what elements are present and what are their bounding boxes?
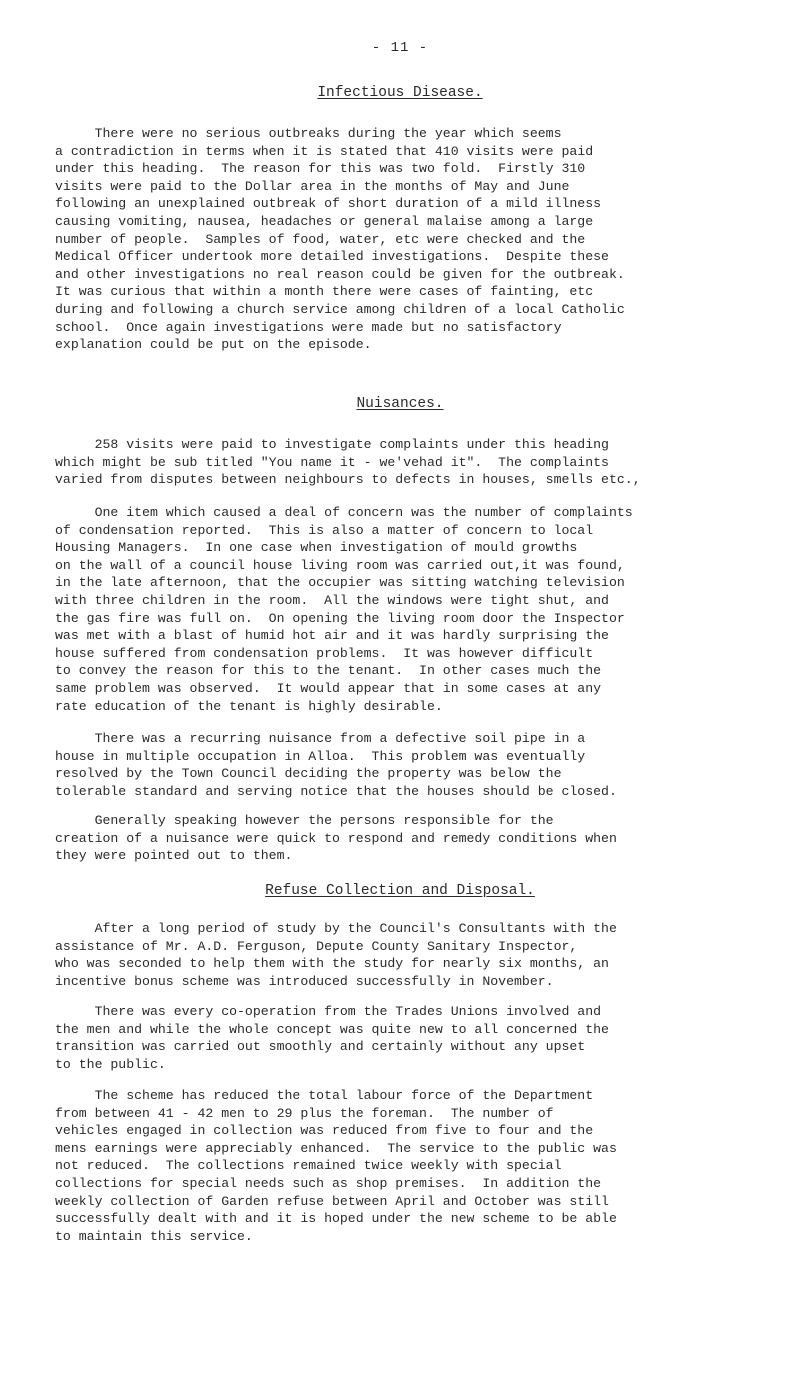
paragraph-infectious-disease: There were no serious outbreaks during the year which seems a contradiction in terms when it is stated that 410 visits were paid under this heading. The reason for this was two fold. Firstly 310 visits were paid to the Dollar area in the months of May and June following an unexplained outbreak of short duration of a mild illness causing vomiting, nausea, headaches or general malaise among a large number of people. Samples of food, water, etc were checked and the Medical Officer undertook more detailed investigations. Despite these and other investigations no real reason could be given for the outbreak. It was curious that within a month there were cases of fainting, etc during and following a church service among children of a local Catholic school. Once again investigations were made but no satisfactory explanation could be put on the episode. (55, 126, 625, 353)
paragraph-condensation: One item which caused a deal of concern was the number of complaints of condensation reported. This is also a matter of concern to local Housing Managers. In one case when investigation of mould growths on the wall of a council house living room was carried out,it was found, in the late afternoon, that the occupier was sitting watching television with three children in the room. All the windows were tight shut, and the gas fire was full on. On opening the living room door the Inspector was met with a blast of humid hot air and it was hardly surprising the house suffered from condensation problems. It was however difficult to convey the reason for this to the tenant. In other cases much the same problem was observed. It would appear that in some cases at any rate education of the tenant is highly desirable. (55, 505, 633, 714)
paragraph-soil-pipe: There was a recurring nuisance from a defective soil pipe in a house in multiple occupation in Alloa. This problem was eventually resolved by the Town Council deciding the property was below the tolerable standard and serving notice that the houses should be closed. (55, 731, 617, 799)
paragraph-generally: Generally speaking however the persons responsible for the creation of a nuisance were quick to respond and remedy conditions when they were pointed out to them. (55, 813, 617, 864)
paragraph-cooperation: There was every co-operation from the Trades Unions involved and the men and while the whole concept was quite new to all concerned the transition was carried out smoothly and certainly without any upset to the public. (55, 1004, 609, 1072)
section-heading-infectious-disease: Infectious Disease. (317, 85, 483, 101)
paragraph-bonus-scheme: After a long period of study by the Council's Consultants with the assistance of Mr. A.D. Ferguson, Depute County Sanitary Inspector, who was seconded to help them with the study for nearly six months, an incentive bonus scheme was introduced successfully in November. (55, 921, 617, 989)
page-number: - 11 - (371, 40, 429, 56)
section-heading-refuse-collection: Refuse Collection and Disposal. (265, 883, 535, 899)
section-heading-nuisances: Nuisances. (356, 396, 444, 412)
paragraph-scheme-results: The scheme has reduced the total labour force of the Department from between 41 - 42 men to 29 plus the foreman. The number of vehicles engaged in collection was reduced from five to four and the mens earnings were appreciably enhanced. The service to the public was not reduced. The collections remained twice weekly with special collections for special needs such as shop premises. In addition the weekly collection of Garden refuse between April and October was still successfully dealt with and it is hoped under the new scheme to be able to maintain this service. (55, 1088, 617, 1244)
paragraph-nuisances-intro: 258 visits were paid to investigate complaints under this heading which might be sub titled "You name it - we'vehad it". The complaints varied from disputes between neighbours to defects in houses, smells etc., (55, 437, 641, 488)
